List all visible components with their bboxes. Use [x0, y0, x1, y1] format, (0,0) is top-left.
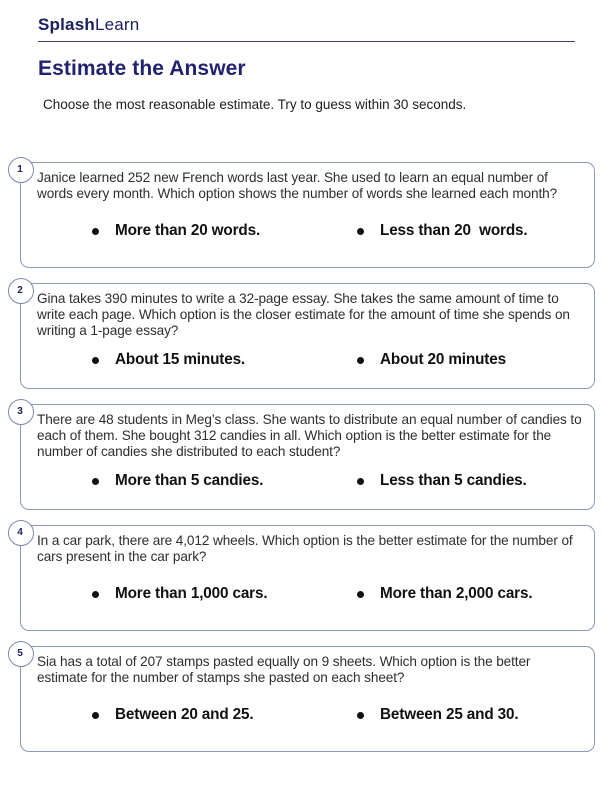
options-row — [37, 202, 582, 261]
question-number-badge — [8, 157, 34, 183]
question-number-badge — [8, 399, 34, 425]
option-label: Less than 5 candies. — [380, 472, 527, 490]
question-number: 4 — [17, 526, 23, 538]
bullet-icon — [92, 478, 99, 485]
question-text: Sia has a total of 207 stamps pasted equally on 9 sheets. Which option is the better estimate for the number of stamps she pasted on each sheet? — [37, 654, 531, 685]
option-b[interactable] — [357, 222, 527, 240]
options-row — [37, 459, 582, 503]
option-label: More than 20 words. — [115, 222, 261, 240]
question-number: 1 — [17, 163, 23, 175]
bullet-icon — [357, 712, 364, 719]
question-box-2 — [17, 283, 595, 389]
option-b[interactable] — [357, 472, 527, 490]
option-label: Less than 20 words. — [380, 222, 528, 240]
question-box-1 — [17, 162, 595, 268]
bullet-icon — [92, 712, 99, 719]
option-a[interactable] — [92, 351, 245, 369]
option-b[interactable] — [357, 351, 506, 369]
question-number-badge — [8, 520, 34, 546]
logo-text-light: Learn — [94, 15, 140, 34]
questions-list — [17, 162, 595, 767]
question-text: There are 48 students in Meg’s class. She wants to distribute an equal number of candies to each of them. She bought 312 candies in all. Which option is the better estimate for the number of candies she distributed to each student? — [37, 412, 582, 459]
question-number: 5 — [17, 647, 23, 659]
question-text: In a car park, there are 4,012 wheels. Which option is the better estimate for the number of cars present in the car park? — [37, 533, 573, 564]
header-divider — [38, 41, 575, 42]
question-box-4 — [17, 525, 595, 631]
option-label: Between 25 and 30. — [380, 706, 519, 724]
question-text: Janice learned 252 new French words last year. She used to learn an equal number of words every month. Which option shows the number of words she learned each month? — [37, 170, 558, 201]
bullet-icon — [92, 357, 99, 364]
bullet-icon — [357, 357, 364, 364]
logo-text-bold: Splash — [38, 15, 95, 34]
options-row — [37, 565, 582, 624]
option-label: More than 5 candies. — [115, 472, 264, 490]
question-number: 3 — [17, 405, 23, 417]
splashlearn-logo — [38, 15, 139, 35]
bullet-icon — [357, 591, 364, 598]
options-row — [37, 686, 582, 745]
bullet-icon — [357, 228, 364, 235]
option-label: About 20 minutes — [380, 351, 506, 369]
question-number-badge — [8, 641, 34, 667]
option-b[interactable] — [357, 585, 532, 603]
question-text: Gina takes 390 minutes to write a 32-page essay. She takes the same amount of time to write each page. Which option is the closer estimate for the amount of time she spends on writing a 1-page essay? — [37, 291, 570, 338]
option-a[interactable] — [92, 585, 267, 603]
option-a[interactable] — [92, 222, 260, 240]
option-a[interactable] — [92, 706, 253, 724]
option-label: More than 2,000 cars. — [380, 585, 533, 603]
option-label: About 15 minutes. — [115, 351, 246, 369]
question-number-badge — [8, 278, 34, 304]
question-box-3 — [17, 404, 595, 510]
instructions-text: Choose the most reasonable estimate. Try to guess within 30 seconds. — [43, 97, 467, 112]
options-row — [37, 338, 582, 382]
bullet-icon — [92, 591, 99, 598]
question-number: 2 — [17, 284, 23, 296]
option-a[interactable] — [92, 472, 263, 490]
option-b[interactable] — [357, 706, 518, 724]
option-label: More than 1,000 cars. — [115, 585, 268, 603]
page-title: Estimate the Answer — [38, 57, 246, 80]
bullet-icon — [357, 478, 364, 485]
question-box-5 — [17, 646, 595, 752]
bullet-icon — [92, 228, 99, 235]
option-label: Between 20 and 25. — [115, 706, 254, 724]
